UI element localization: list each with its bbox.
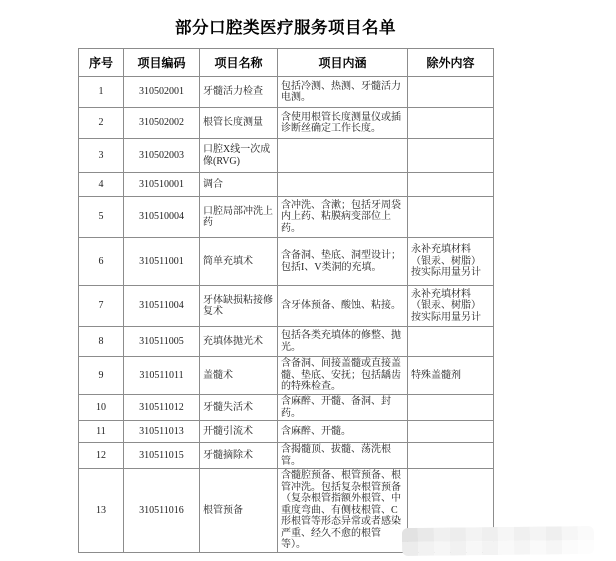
table-row	[79, 395, 494, 421]
cell-code: 310511012	[124, 395, 200, 421]
table-header	[79, 49, 494, 77]
cell-serial: 6	[79, 238, 124, 286]
cell-serial: 10	[79, 395, 124, 421]
table-row	[79, 357, 494, 395]
cell-code: 310511011	[124, 357, 200, 395]
cell-exclusion: 特殊盖髓剂	[408, 357, 494, 395]
cell-code: 310502001	[124, 77, 200, 108]
table-body	[79, 77, 494, 553]
cell-content: 含揭髓顶、拔髓、荡洗根管。	[278, 443, 408, 469]
cell-content: 含麻醉、开髓、备洞、封药。	[278, 395, 408, 421]
cell-content: 含牙体预备、酸蚀、粘接。	[278, 286, 408, 327]
cell-content: 包括各类充填体的修整、抛光。	[278, 327, 408, 357]
cell-exclusion	[408, 108, 494, 139]
cell-exclusion	[408, 327, 494, 357]
header-code: 项目编码	[124, 49, 200, 77]
cell-content: 含髓腔预备、根管预备、根管冲洗。包括复杂根管预备（复杂根管指额外根管、中重度弯曲、有侧枝根管、C形根管等形态异常或者感染严重、经久不愈的根管等）。	[278, 469, 408, 553]
blurred-watermark	[402, 526, 594, 556]
cell-name: 牙髓摘除术	[200, 443, 278, 469]
header-name: 项目名称	[200, 49, 278, 77]
cell-name: 调合	[200, 173, 278, 197]
cell-code: 310511013	[124, 421, 200, 443]
cell-serial: 3	[79, 139, 124, 173]
table-row	[79, 443, 494, 469]
cell-name: 牙髓活力检查	[200, 77, 278, 108]
page-title: 部分口腔类医疗服务项目名单	[175, 18, 396, 37]
cell-exclusion	[408, 139, 494, 173]
cell-serial: 7	[79, 286, 124, 327]
cell-content	[278, 173, 408, 197]
cell-name: 牙体缺损粘接修复术	[200, 286, 278, 327]
table-row	[79, 108, 494, 139]
cell-name: 开髓引流术	[200, 421, 278, 443]
header-exclusion: 除外内容	[408, 49, 494, 77]
cell-serial: 4	[79, 173, 124, 197]
cell-content: 含使用根管长度测量仪或插诊断丝确定工作长度。	[278, 108, 408, 139]
header-serial: 序号	[79, 49, 124, 77]
table-row	[79, 286, 494, 327]
cell-content: 含备洞、垫底、洞型设计；包括I、V类洞的充填。	[278, 238, 408, 286]
header-content: 项目内涵	[278, 49, 408, 77]
cell-exclusion	[408, 443, 494, 469]
cell-exclusion	[408, 395, 494, 421]
cell-name: 根管预备	[200, 469, 278, 553]
cell-exclusion	[408, 77, 494, 108]
cell-exclusion	[408, 197, 494, 238]
cell-code: 310511016	[124, 469, 200, 553]
cell-serial: 13	[79, 469, 124, 553]
cell-serial: 5	[79, 197, 124, 238]
cell-serial: 9	[79, 357, 124, 395]
table-row	[79, 421, 494, 443]
cell-name: 口腔局部冲洗上药	[200, 197, 278, 238]
cell-exclusion	[408, 173, 494, 197]
cell-code: 310502003	[124, 139, 200, 173]
cell-name: 根管长度测量	[200, 108, 278, 139]
table-row	[79, 327, 494, 357]
cell-content	[278, 139, 408, 173]
cell-name: 牙髓失活术	[200, 395, 278, 421]
cell-code: 310511005	[124, 327, 200, 357]
table-row	[79, 238, 494, 286]
cell-serial: 2	[79, 108, 124, 139]
cell-name: 充填体抛光术	[200, 327, 278, 357]
header-row	[79, 49, 494, 77]
table-row	[79, 77, 494, 108]
cell-name: 简单充填术	[200, 238, 278, 286]
cell-code: 310502002	[124, 108, 200, 139]
cell-content: 包括冷测、热测、牙髓活力电测。	[278, 77, 408, 108]
cell-code: 310511001	[124, 238, 200, 286]
cell-content: 含冲洗、含漱；包括牙周袋内上药、粘膜病变部位上药。	[278, 197, 408, 238]
cell-exclusion: 永补充填材料（银汞、树脂）按实际用量另计	[408, 238, 494, 286]
cell-name: 口腔X线一次成像(RVG)	[200, 139, 278, 173]
cell-code: 310510004	[124, 197, 200, 238]
cell-content: 含麻醉、开髓。	[278, 421, 408, 443]
cell-serial: 1	[79, 77, 124, 108]
cell-code: 310510001	[124, 173, 200, 197]
table-row	[79, 139, 494, 173]
cell-code: 310511004	[124, 286, 200, 327]
cell-exclusion: 永补充填材料（银汞、树脂）按实际用量另计	[408, 286, 494, 327]
cell-serial: 11	[79, 421, 124, 443]
cell-name: 盖髓术	[200, 357, 278, 395]
table-row	[79, 173, 494, 197]
cell-code: 310511015	[124, 443, 200, 469]
cell-content: 含备洞、间接盖髓或直接盖髓、垫底、安抚；包括龋齿的特殊检查。	[278, 357, 408, 395]
cell-serial: 8	[79, 327, 124, 357]
cell-exclusion	[408, 421, 494, 443]
service-items-table	[78, 48, 494, 553]
table-row	[79, 197, 494, 238]
cell-serial: 12	[79, 443, 124, 469]
